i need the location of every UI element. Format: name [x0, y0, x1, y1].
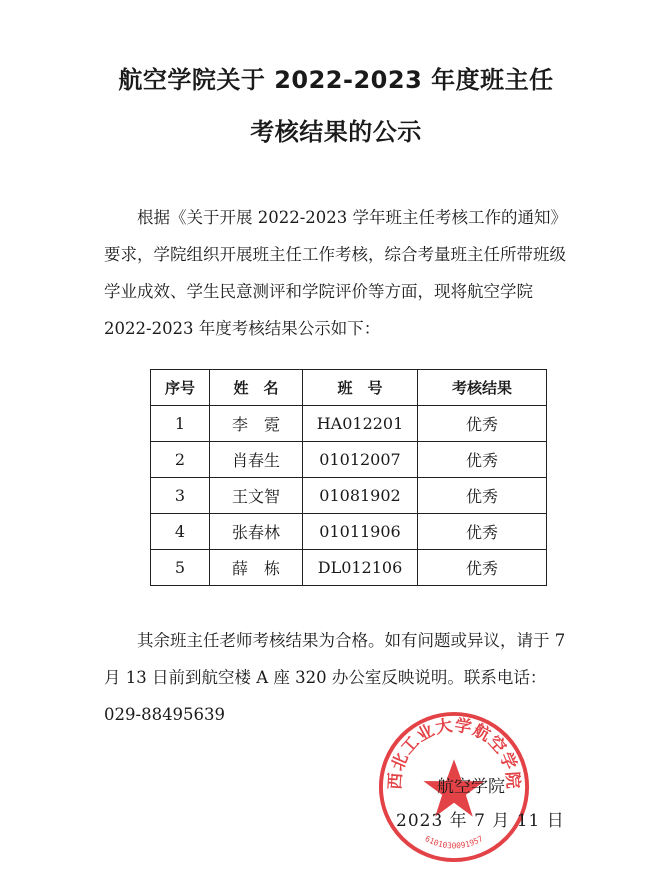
cell-class: HA012201 [303, 406, 418, 442]
cell-class: DL012106 [303, 550, 418, 586]
cell-result: 优秀 [418, 478, 547, 514]
cell-result: 优秀 [418, 406, 547, 442]
cell-name: 肖春生 [210, 442, 303, 478]
results-table [150, 369, 547, 586]
svg-text:6101030091957 [423, 834, 484, 850]
cell-name: 李 霓 [210, 406, 303, 442]
header-index: 序号 [151, 370, 210, 406]
cell-name: 薛 栋 [210, 550, 303, 586]
cell-name: 王文智 [210, 478, 303, 514]
signature-date: 2023 年 7 月 11 日 [396, 811, 565, 831]
seal-arc-text: 西北工业大学航空学院 [384, 714, 524, 791]
closing-paragraph: 其余班主任老师考核结果为合格。如有问题或异议，请于 7 月 13 日前到航空楼 A 座 320 办公室反映说明。联系电话：029-88495639 [104, 631, 566, 724]
header-class: 班 号 [303, 370, 418, 406]
cell-index: 2 [151, 442, 210, 478]
table-row [151, 406, 547, 442]
signature-organization: 航空学院 [437, 777, 505, 797]
cell-result: 优秀 [418, 550, 547, 586]
cell-name: 张春林 [210, 514, 303, 550]
table-row [151, 550, 547, 586]
cell-result: 优秀 [418, 442, 547, 478]
table-row [151, 514, 547, 550]
cell-index: 5 [151, 550, 210, 586]
seal-code-text: 6101030091957 [423, 834, 485, 851]
cell-index: 3 [151, 478, 210, 514]
cell-result: 优秀 [418, 514, 547, 550]
table-row [151, 442, 547, 478]
cell-index: 4 [151, 514, 210, 550]
header-name: 姓 名 [210, 370, 303, 406]
cell-class: 01081902 [303, 478, 418, 514]
cell-class: 01012007 [303, 442, 418, 478]
table-row [151, 478, 547, 514]
cell-index: 1 [151, 406, 210, 442]
intro-paragraph: 根据《关于开展 2022-2023 学年班主任考核工作的通知》要求，学院组织开展班主任工作考核，综合考量班主任所带班级学业成效、学生民意测评和学院评价等方面，现将航空学院 2022-2023 年度考核结果公示如下： [104, 208, 568, 338]
document-title-line2: 考核结果的公示 [250, 118, 422, 146]
document-title-line1: 航空学院关于 2022-2023 年度班主任 [118, 66, 554, 94]
table-header-row [151, 370, 547, 406]
header-result: 考核结果 [418, 370, 547, 406]
cell-class: 01011906 [303, 514, 418, 550]
